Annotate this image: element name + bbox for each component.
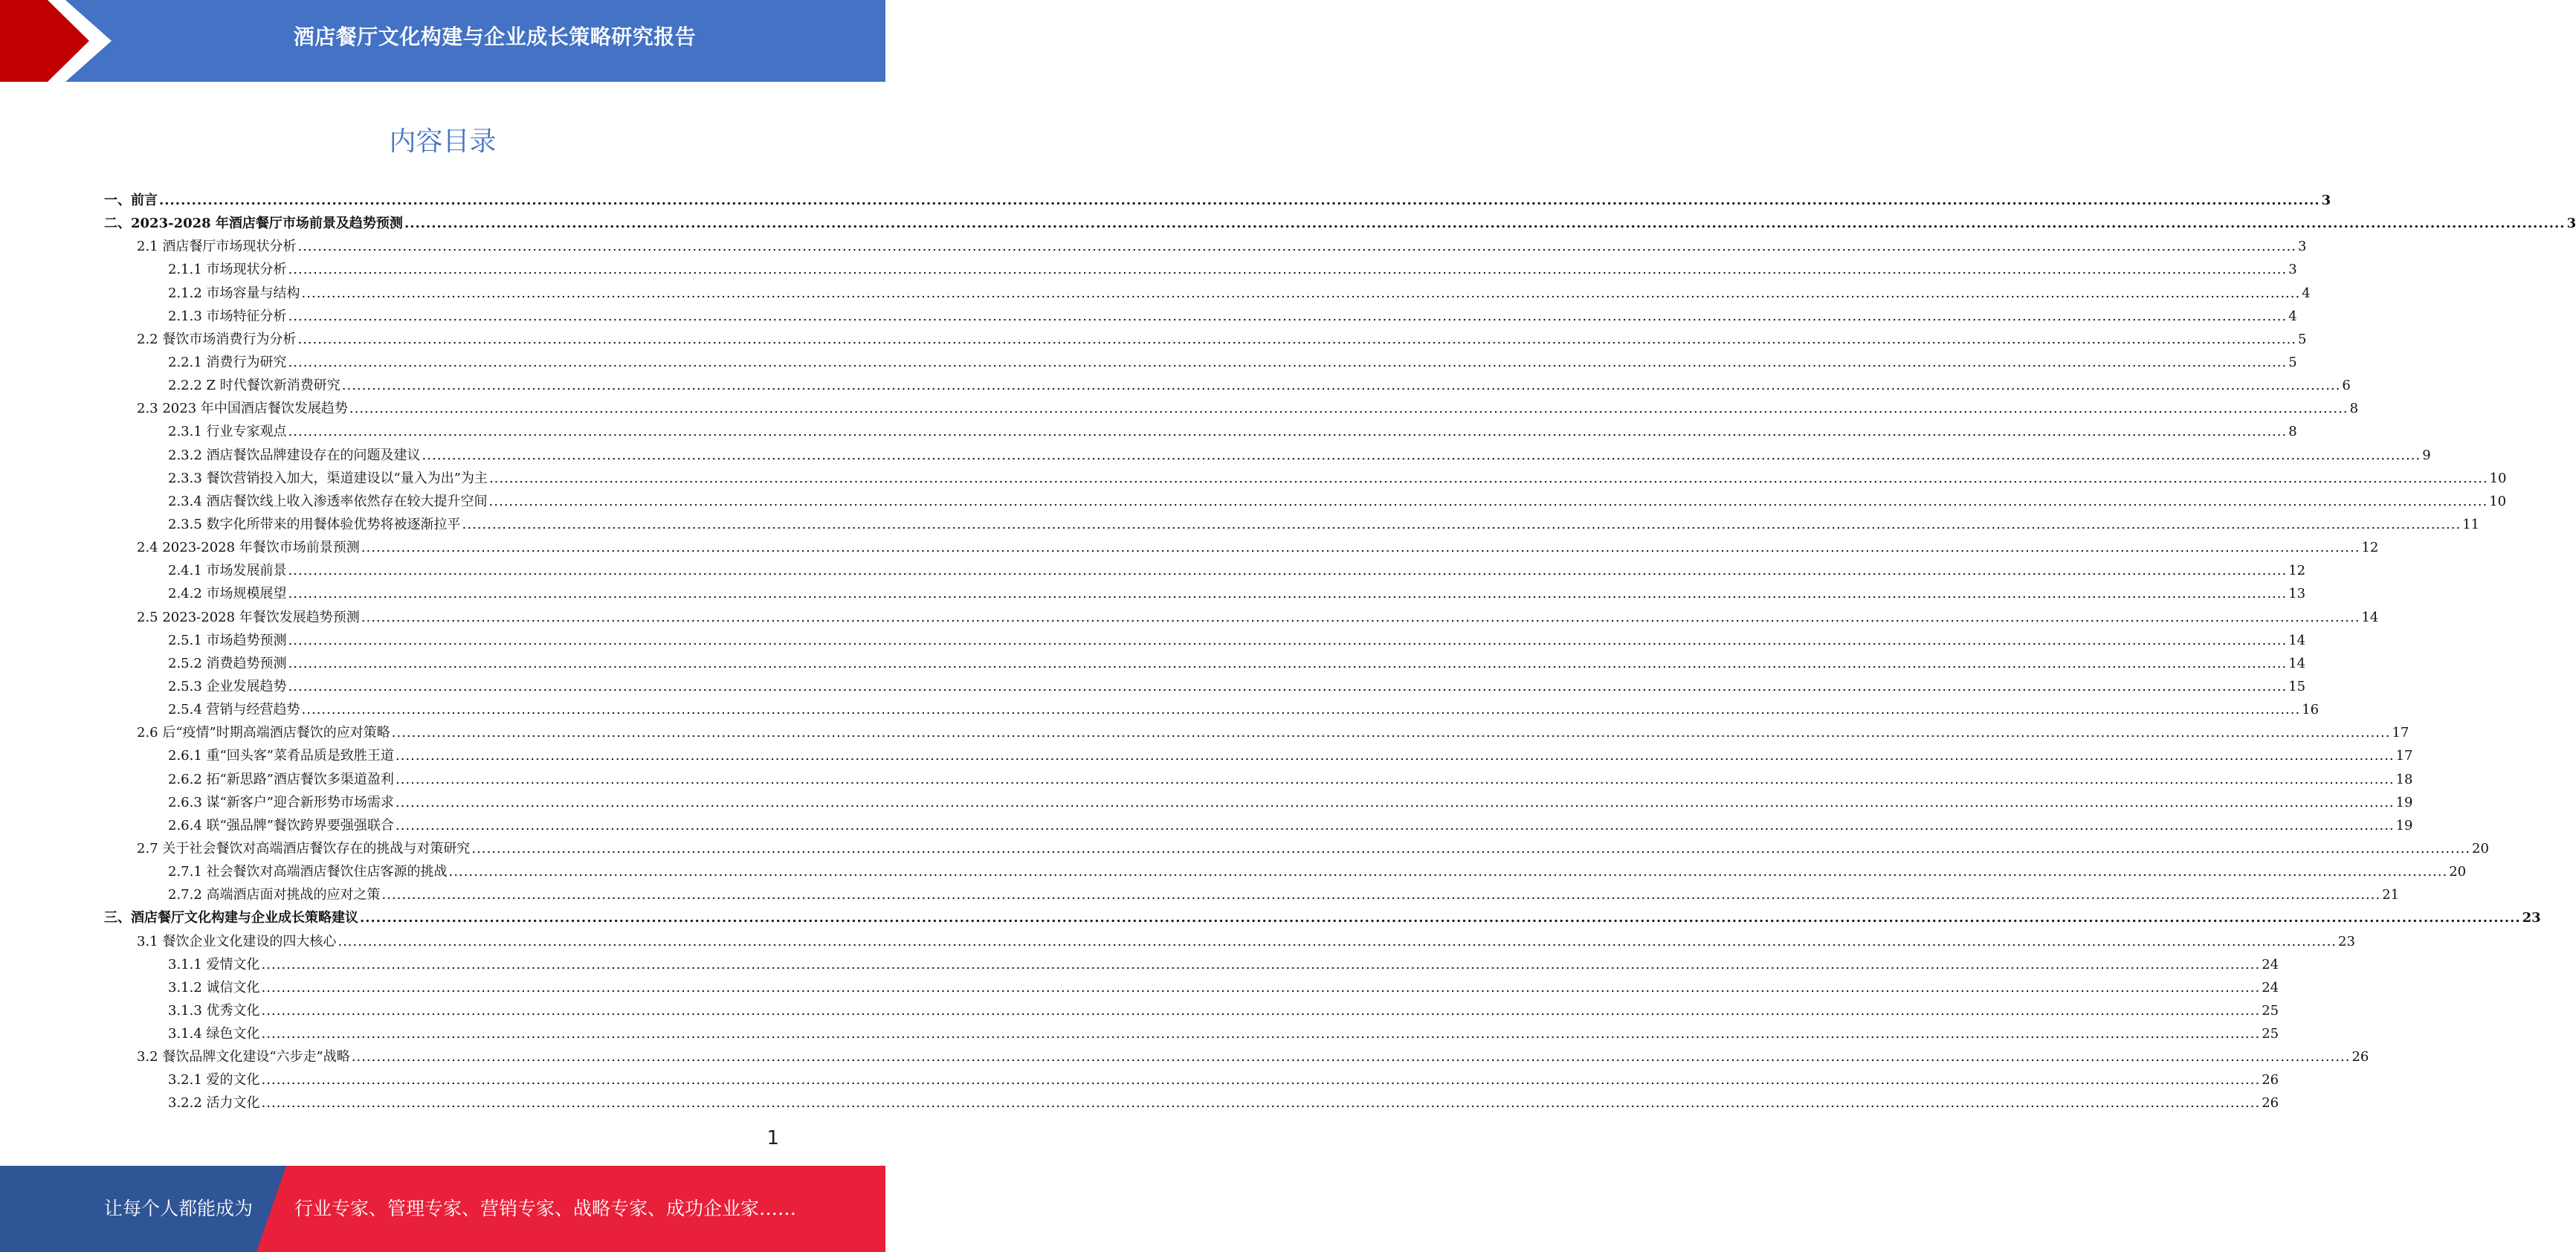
toc-entry-title: 2.5.2 消费趋势预测	[168, 655, 287, 671]
toc-entry-page: 21	[2382, 887, 2400, 903]
toc-entry-page: 25	[2262, 1026, 2279, 1042]
toc-dot-leader: ................................................................................................................................................................................................................................................................................................................................................................................................................	[341, 378, 2341, 394]
toc-entry-page: 18	[2395, 771, 2413, 787]
toc-entry-page: 20	[2472, 840, 2489, 856]
toc-entry-title: 2.6.4 联“强品牌”餐饮跨界要强强联合	[168, 817, 394, 833]
toc-entry-page: 3	[2298, 239, 2307, 255]
toc-dot-leader: ................................................................................................................................................................................................................................................................................................................................................................................................................	[288, 632, 2288, 648]
toc-entry-title: 3.1.3 优秀文化	[168, 1002, 260, 1019]
toc-entry-title: 2.3.3 餐饮营销投入加大，渠道建设以“量入为出”为主	[168, 470, 488, 486]
toc-entry[interactable]	[104, 698, 2320, 721]
toc-entry[interactable]	[104, 582, 2306, 605]
toc-entry[interactable]	[104, 837, 2489, 860]
toc-entry-title: 2.7.1 社会餐饮对高端酒店餐饮住店客源的挑战	[168, 864, 448, 880]
toc-entry-page: 6	[2342, 378, 2351, 394]
toc-dot-leader: ................................................................................................................................................................................................................................................................................................................................................................................................................	[471, 840, 2471, 856]
toc-entry-title: 2.1.2 市场容量与结构	[168, 285, 300, 301]
toc-dot-leader: ................................................................................................................................................................................................................................................................................................................................................................................................................	[288, 424, 2288, 440]
toc-entry[interactable]	[104, 860, 2467, 883]
toc-entry-title: 2.7 关于社会餐饮对高端酒店餐饮存在的挑战与对策研究	[137, 840, 471, 856]
toc-entry-title: 3.1.2 诚信文化	[168, 979, 260, 996]
toc-dot-leader: ................................................................................................................................................................................................................................................................................................................................................................................................................	[448, 864, 2448, 880]
toc-entry[interactable]	[104, 513, 2480, 536]
toc-entry-title: 2.3.5 数字化所带来的用餐体验优势将被逐渐拉平	[168, 516, 461, 532]
toc-entry[interactable]	[104, 420, 2297, 443]
toc-entry[interactable]	[104, 999, 2279, 1022]
toc-dot-leader: ................................................................................................................................................................................................................................................................................................................................................................................................................	[288, 586, 2288, 602]
toc-entry[interactable]	[104, 351, 2297, 374]
toc-entry-page: 15	[2288, 678, 2306, 694]
toc-entry-page: 8	[2349, 401, 2359, 417]
toc-dot-leader: ................................................................................................................................................................................................................................................................................................................................................................................................................	[301, 285, 2301, 301]
toc-entry-page: 19	[2395, 817, 2413, 833]
toc-entry[interactable]	[104, 212, 2576, 235]
toc-entry[interactable]	[104, 189, 2331, 212]
toc-entry[interactable]	[104, 652, 2306, 675]
toc-dot-leader: ................................................................................................................................................................................................................................................................................................................................................................................................................	[361, 540, 2360, 556]
toc-entry-page: 3	[2288, 262, 2297, 278]
toc-entry-page: 26	[2262, 1072, 2279, 1088]
toc-entry-title: 2.5.4 营销与经营趋势	[168, 702, 300, 718]
toc-dot-leader: ................................................................................................................................................................................................................................................................................................................................................................................................................	[351, 1049, 2351, 1065]
toc-entry-title: 二、2023-2028 年酒店餐厅市场前景及趋势预测	[104, 216, 403, 232]
toc-entry-page: 12	[2288, 563, 2306, 579]
toc-entry[interactable]	[104, 768, 2413, 791]
toc-dot-leader: ................................................................................................................................................................................................................................................................................................................................................................................................................	[159, 193, 2320, 208]
toc-dot-leader: ................................................................................................................................................................................................................................................................................................................................................................................................................	[395, 748, 2395, 764]
toc-entry[interactable]	[104, 374, 2351, 397]
table-of-contents	[104, 189, 2576, 1115]
toc-entry[interactable]	[104, 444, 2431, 467]
page-number: 1	[766, 1127, 779, 1149]
toc-entry[interactable]	[104, 883, 2400, 906]
toc-entry-title: 2.2 餐饮市场消费行为分析	[137, 331, 297, 347]
toc-entry-page: 10	[2489, 493, 2507, 509]
toc-entry-title: 2.3 2023 年中国酒店餐饮发展趋势	[137, 401, 348, 417]
toc-entry-page: 5	[2288, 354, 2297, 370]
toc-entry-page: 12	[2361, 540, 2379, 556]
toc-entry-page: 9	[2422, 447, 2431, 463]
toc-dot-leader: ................................................................................................................................................................................................................................................................................................................................................................................................................	[422, 447, 2421, 463]
toc-entry-title: 2.4 2023-2028 年餐饮市场前景预测	[137, 540, 360, 556]
toc-dot-leader: ................................................................................................................................................................................................................................................................................................................................................................................................................	[404, 216, 2566, 232]
toc-entry[interactable]	[104, 814, 2413, 837]
toc-dot-leader: ................................................................................................................................................................................................................................................................................................................................................................................................................	[462, 516, 2462, 532]
toc-entry[interactable]	[104, 791, 2413, 814]
toc-entry[interactable]	[104, 282, 2311, 305]
toc-entry-title: 2.4.2 市场规模展望	[168, 586, 287, 602]
toc-entry-page: 25	[2262, 1002, 2279, 1019]
toc-dot-leader: ................................................................................................................................................................................................................................................................................................................................................................................................................	[261, 1095, 2261, 1111]
toc-entry-title: 三、酒店餐厅文化构建与企业成长策略建议	[104, 910, 358, 926]
toc-entry[interactable]	[104, 258, 2297, 281]
toc-entry-title: 2.6.2 拓“新思路”酒店餐饮多渠道盈利	[168, 771, 394, 787]
toc-entry-title: 3.1.1 爱情文化	[168, 956, 260, 972]
toc-entry-title: 2.3.1 行业专家观点	[168, 424, 287, 440]
toc-entry-page: 23	[2338, 933, 2355, 949]
report-title: 酒店餐厅文化构建与企业成长策略研究报告	[293, 25, 697, 49]
toc-entry-title: 2.1.1 市场现状分析	[168, 262, 287, 278]
toc-entry-title: 2.5.3 企业发展趋势	[168, 678, 287, 694]
toc-dot-leader: ................................................................................................................................................................................................................................................................................................................................................................................................................	[288, 655, 2288, 671]
toc-dot-leader: ................................................................................................................................................................................................................................................................................................................................................................................................................	[261, 956, 2261, 972]
toc-dot-leader: ................................................................................................................................................................................................................................................................................................................................................................................................................	[391, 725, 2391, 741]
toc-dot-leader: ................................................................................................................................................................................................................................................................................................................................................................................................................	[338, 933, 2337, 949]
toc-dot-leader: ................................................................................................................................................................................................................................................................................................................................................................................................................	[381, 887, 2381, 903]
toc-entry-title: 一、前言	[104, 193, 158, 208]
toc-entry-page: 24	[2262, 956, 2279, 972]
toc-dot-leader: ................................................................................................................................................................................................................................................................................................................................................................................................................	[297, 331, 2297, 347]
toc-entry-page: 17	[2392, 725, 2409, 741]
toc-entry[interactable]	[104, 675, 2306, 698]
page-footer	[0, 1166, 885, 1252]
toc-entry-page: 5	[2298, 331, 2307, 347]
toc-dot-leader: ................................................................................................................................................................................................................................................................................................................................................................................................................	[301, 702, 2301, 718]
toc-entry-title: 2.1 酒店餐厅市场现状分析	[137, 239, 297, 255]
toc-entry[interactable]	[104, 721, 2409, 744]
toc-entry-title: 3.1.4 绿色文化	[168, 1026, 260, 1042]
toc-dot-leader: ................................................................................................................................................................................................................................................................................................................................................................................................................	[395, 794, 2395, 810]
toc-dot-leader: ................................................................................................................................................................................................................................................................................................................................................................................................................	[288, 563, 2288, 579]
toc-entry[interactable]	[104, 328, 2307, 351]
toc-entry-page: 26	[2351, 1049, 2369, 1065]
toc-dot-leader: ................................................................................................................................................................................................................................................................................................................................................................................................................	[261, 979, 2261, 996]
toc-entry[interactable]	[104, 536, 2379, 559]
toc-entry-title: 2.5.1 市场趋势预测	[168, 632, 287, 648]
toc-entry-page: 3	[2321, 193, 2331, 208]
toc-dot-leader: ................................................................................................................................................................................................................................................................................................................................................................................................................	[395, 817, 2395, 833]
toc-dot-leader: ................................................................................................................................................................................................................................................................................................................................................................................................................	[261, 1026, 2261, 1042]
toc-dot-leader: ................................................................................................................................................................................................................................................................................................................................................................................................................	[361, 609, 2360, 625]
toc-dot-leader: ................................................................................................................................................................................................................................................................................................................................................................................................................	[488, 493, 2488, 509]
toc-entry-title: 2.6.3 谋“新客户”迎合新形势市场需求	[168, 794, 394, 810]
toc-entry[interactable]	[104, 953, 2279, 976]
toc-dot-leader: ................................................................................................................................................................................................................................................................................................................................................................................................................	[395, 771, 2395, 787]
toc-entry-page: 13	[2288, 586, 2306, 602]
toc-entry[interactable]	[104, 559, 2306, 582]
toc-entry-title: 2.5 2023-2028 年餐饮发展趋势预测	[137, 609, 360, 625]
toc-entry-title: 3.2.2 活力文化	[168, 1095, 260, 1111]
toc-dot-leader: ................................................................................................................................................................................................................................................................................................................................................................................................................	[288, 354, 2288, 370]
toc-entry[interactable]	[104, 744, 2413, 767]
toc-entry[interactable]	[104, 629, 2306, 652]
toc-entry[interactable]	[104, 1022, 2279, 1045]
toc-entry-title: 2.1.3 市场特征分析	[168, 308, 287, 324]
toc-entry-title: 2.7.2 高端酒店面对挑战的应对之策	[168, 887, 381, 903]
toc-entry-title: 2.6.1 重“回头客”菜肴品质是致胜王道	[168, 748, 394, 764]
toc-entry-page: 10	[2489, 470, 2507, 486]
toc-entry-page: 26	[2262, 1095, 2279, 1111]
toc-entry-title: 3.2 餐饮品牌文化建设“六步走”战略	[137, 1049, 350, 1065]
toc-entry[interactable]	[104, 467, 2507, 490]
toc-entry-page: 17	[2395, 748, 2413, 764]
toc-entry-page: 14	[2361, 609, 2379, 625]
toc-entry-page: 16	[2302, 702, 2320, 718]
toc-entry-title: 2.3.2 酒店餐饮品牌建设存在的问题及建议	[168, 447, 421, 463]
toc-entry-title: 2.3.4 酒店餐饮线上收入渗透率依然存在较大提升空间	[168, 493, 488, 509]
toc-entry-title: 3.1 餐饮企业文化建设的四大核心	[137, 933, 337, 949]
toc-entry[interactable]	[104, 235, 2307, 258]
toc-entry-page: 11	[2462, 516, 2480, 532]
toc-entry[interactable]	[104, 606, 2379, 629]
toc-dot-leader: ................................................................................................................................................................................................................................................................................................................................................................................................................	[488, 470, 2488, 486]
toc-entry-page: 4	[2288, 308, 2297, 324]
footer-slogan-left: 让每个人都能成为	[104, 1198, 254, 1219]
toc-entry[interactable]	[104, 1091, 2279, 1114]
toc-dot-leader: ................................................................................................................................................................................................................................................................................................................................................................................................................	[261, 1002, 2261, 1019]
toc-entry[interactable]	[104, 1045, 2369, 1068]
footer-slogan-right: 行业专家、管理专家、营销专家、战略专家、成功企业家……	[294, 1198, 797, 1219]
toc-entry-page: 14	[2288, 632, 2306, 648]
toc-entry-title: 2.4.1 市场发展前景	[168, 563, 287, 579]
toc-dot-leader: ................................................................................................................................................................................................................................................................................................................................................................................................................	[288, 308, 2288, 324]
toc-entry[interactable]	[104, 305, 2297, 328]
toc-dot-leader: ................................................................................................................................................................................................................................................................................................................................................................................................................	[261, 1072, 2261, 1088]
toc-dot-leader: ................................................................................................................................................................................................................................................................................................................................................................................................................	[297, 239, 2297, 255]
toc-entry-page: 20	[2449, 864, 2467, 880]
toc-entry-page: 24	[2262, 979, 2279, 996]
toc-entry[interactable]	[104, 976, 2279, 999]
toc-dot-leader: ................................................................................................................................................................................................................................................................................................................................................................................................................	[349, 401, 2349, 417]
toc-entry-page: 3	[2566, 216, 2576, 232]
toc-entry[interactable]	[104, 930, 2355, 953]
toc-entry-page: 19	[2395, 794, 2413, 810]
page-header	[0, 0, 885, 82]
toc-entry[interactable]	[104, 397, 2359, 420]
toc-entry-title: 3.2.1 爱的文化	[168, 1072, 260, 1088]
toc-dot-leader: ................................................................................................................................................................................................................................................................................................................................................................................................................	[288, 678, 2288, 694]
toc-dot-leader: ................................................................................................................................................................................................................................................................................................................................................................................................................	[288, 262, 2288, 278]
toc-entry-page: 4	[2302, 285, 2311, 301]
toc-entry-page: 23	[2522, 910, 2541, 926]
toc-dot-leader: ................................................................................................................................................................................................................................................................................................................................................................................................................	[360, 910, 2521, 926]
toc-entry-page: 8	[2288, 424, 2297, 440]
toc-entry-title: 2.6 后“疫情”时期高端酒店餐饮的应对策略	[137, 725, 390, 741]
toc-entry[interactable]	[104, 490, 2507, 513]
toc-entry-title: 2.2.2 Z 时代餐饮新消费研究	[168, 378, 340, 394]
toc-heading: 内容目录	[389, 126, 497, 157]
toc-entry-title: 2.2.1 消费行为研究	[168, 354, 287, 370]
toc-entry-page: 14	[2288, 655, 2306, 671]
toc-entry[interactable]	[104, 1068, 2279, 1091]
toc-entry[interactable]	[104, 906, 2541, 929]
